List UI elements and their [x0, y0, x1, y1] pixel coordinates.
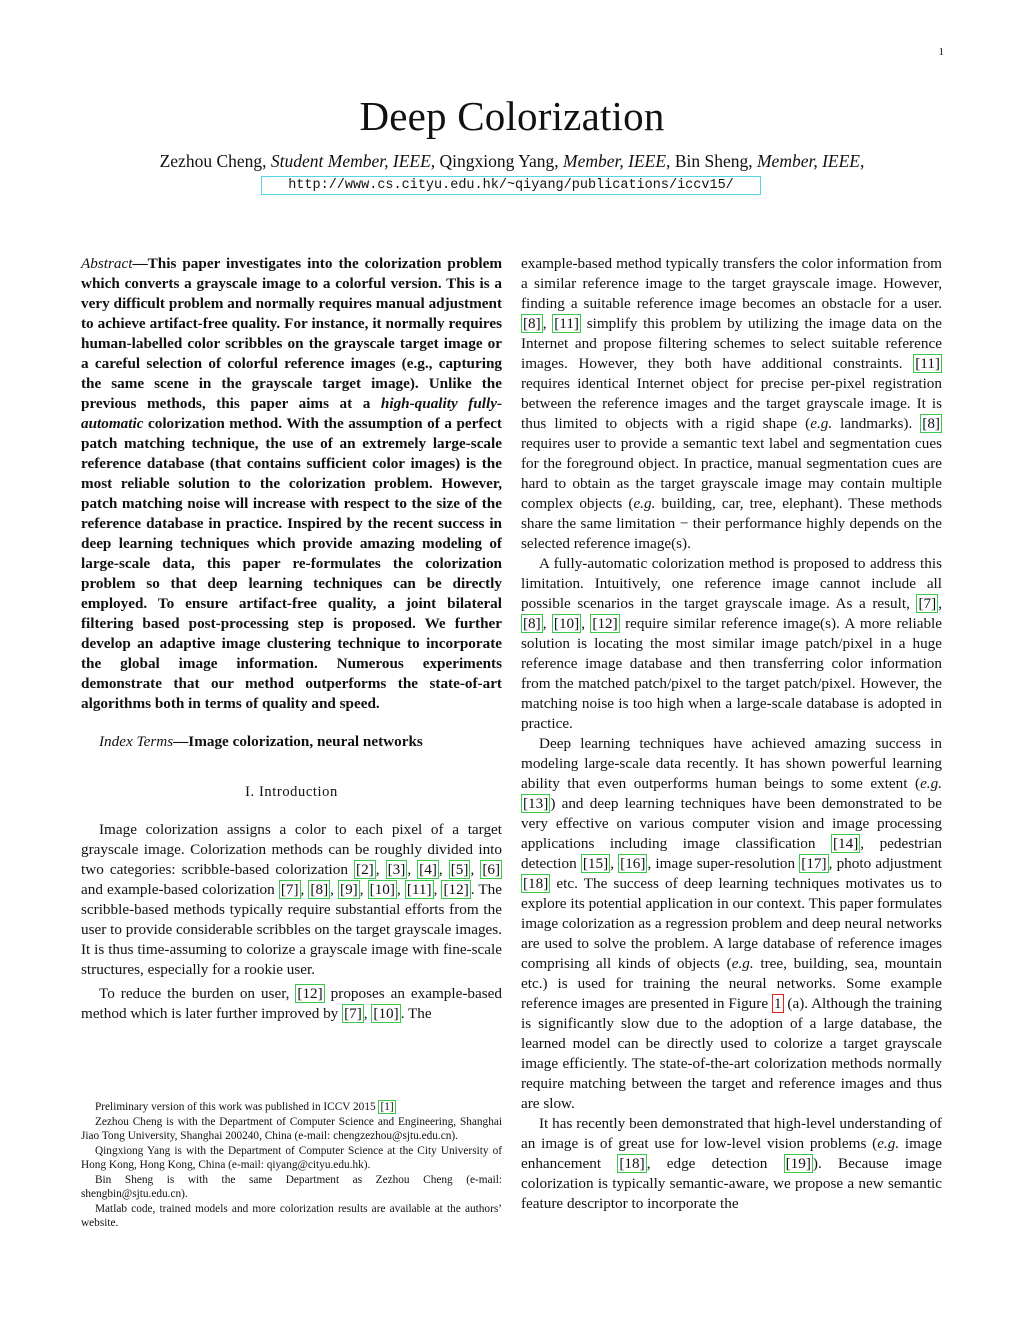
author-name: Zezhou Cheng, — [159, 151, 271, 171]
citation-link[interactable]: [19] — [785, 1155, 811, 1172]
citation-link[interactable]: [7] — [344, 1005, 362, 1022]
paper-title: Deep Colorization — [359, 93, 665, 139]
paragraph-text: , pedestrian detection — [521, 835, 942, 872]
page-number: 1 — [938, 46, 944, 58]
citation-link[interactable]: [3] — [387, 861, 406, 878]
paragraph-text: To reduce the burden on user, — [99, 985, 296, 1002]
citation-link[interactable]: [8] — [922, 415, 940, 432]
citation-link[interactable]: [8] — [523, 615, 541, 632]
figure-reference-link[interactable]: 1 — [773, 995, 782, 1012]
citation-link[interactable]: [13] — [523, 795, 549, 812]
paragraph-text: A fully-automatic colorization method is proposed to address this limitation. Intuitively, one reference image cannot include all possible scenarios in the target grayscale image. As a result, — [521, 555, 942, 612]
citation-link[interactable]: [8] — [310, 881, 329, 898]
footnote: Bin Sheng is with the same Department as Zezhou Cheng (e-mail: shengbin@sjtu.edu.cn). — [81, 1173, 502, 1200]
author-name: Qingxiong Yang, — [435, 151, 564, 171]
abstract-label: Abstract — [81, 255, 133, 272]
abbreviation: e.g. — [920, 775, 942, 792]
footnote-text: Preliminary version of this work was published in ICCV 2015 — [95, 1101, 379, 1113]
abstract-emphasis: high-quality fully-automatic — [81, 395, 503, 432]
citation-link[interactable]: [9] — [340, 881, 358, 898]
abbreviation: e.g. — [810, 415, 833, 432]
citation-link[interactable]: [11] — [554, 315, 579, 332]
author-role: Member, IEEE, — [563, 151, 671, 171]
paragraph-text: ). Because image colorization is typically semantic-aware, we propose a new semantic feature descriptor to incorporate the — [521, 1155, 942, 1212]
abbreviation: e.g. — [633, 495, 656, 512]
citation-link[interactable]: [6] — [482, 861, 501, 878]
abbreviation: e.g. — [731, 955, 754, 972]
author-role: Member, IEEE, — [756, 151, 865, 171]
author-role: Student Member, IEEE, — [270, 151, 436, 171]
citation-link[interactable]: [14] — [832, 835, 859, 852]
citation-link[interactable]: [12] — [443, 881, 469, 898]
index-terms — [81, 732, 502, 752]
abstract-text: —This paper investigates into the colorization problem which converts a grayscale image to a colorful version. This is a very difficult problem and normally requires manual adjustment to achieve artifact-free quality. For instance, it normally requires human-labelled color scribbles on the grayscale target image or a careful selection of colorful reference images (e.g., capturing the same scene in the grayscale target image). Unlike the previous methods, this paper aims at a — [81, 255, 502, 412]
paragraph-text: require similar reference image(s). A more reliable solution is locating the most similar image patch/pixel in a huge reference image database and then transferring color information from the matched patch/pixel to the target patch/pixel. However, the matching noise is too high when a large-scale database is adopted in practice. — [521, 615, 943, 732]
paragraph-text: simplify this problem by utilizing the image data on the Internet and propose filtering schemes to select suitable reference images. However, they both have additional constraints. — [521, 315, 942, 372]
citation-link[interactable]: [12] — [297, 985, 323, 1002]
paragraph-text: building, car, tree, elephant). These methods share the same limitation − their performance highly depends on the selected reference image(s). — [521, 495, 942, 552]
paragraph-text: ) and deep learning techniques have been demonstrated to be very effective on various computer vision and image processing applications including image classification — [521, 795, 942, 852]
paragraph-text: landmarks). — [832, 415, 921, 432]
abstract-text: colorization method. With the assumption of a perfect patch matching technique, the use of an extremely large-scale reference database (that contains sufficient color images) is the most reliable solution to the colorization problem. However, patch matching noise will increase with respect to the size of the reference database in practice. Inspired by the recent success in deep learning techniques which provide amazing modeling of large-scale data, this paper re-formulates the colorization problem so that deep learning techniques can be directly employed. To ensure artifact-free quality, a joint bilateral filtering based post-processing step is proposed. We further develop an adaptive image clustering technique to incorporate the global image information. Numerous experiments demonstrate that our method outperforms the state-of-art algorithms both in terms of quality and speed. — [81, 415, 502, 712]
index-terms-label: Index Terms — [99, 733, 174, 750]
index-terms-text: —Image colorization, neural networks — [173, 733, 423, 750]
section-heading: I. Introduction — [245, 784, 338, 800]
citation-link[interactable]: [18] — [523, 875, 549, 892]
paragraph-text: Image colorization assigns a color to each pixel of a target grayscale image. Colorization methods can be roughly divided into two categories: scribble-based colorization — [81, 821, 502, 878]
paragraph-text: etc. The success of deep learning techniques motivates us to explore its potential application in our context. This paper formulates image colorization as a regression problem and deep neural networks are used to solve the problem. A large database of reference images comprising all kinds of objects ( — [521, 875, 942, 972]
citation-link[interactable]: [7] — [918, 595, 937, 612]
footnote: Qingxiong Yang is with the Department of Computer Science at the City University of Hong Kong, Hong Kong, China (e-mail: qiyang@cityu.edu.hk). — [81, 1144, 502, 1171]
citation-link[interactable]: [11] — [406, 881, 432, 898]
paragraph-text: . The — [400, 1005, 432, 1022]
paragraph-text: example-based method typically transfers the color information from a similar reference image to the target grayscale image. However, finding a suitable reference image becomes an obstacle for a user. — [521, 255, 942, 312]
citation-link[interactable]: [18] — [619, 1155, 645, 1172]
citation-link[interactable]: [17] — [801, 855, 827, 872]
footnote — [81, 1100, 502, 1115]
citation-link[interactable]: [10] — [553, 615, 580, 632]
abstract — [81, 254, 502, 714]
citation-link[interactable]: [10] — [369, 881, 395, 898]
citation-link[interactable]: [5] — [450, 861, 469, 878]
citation-link[interactable]: [4] — [419, 861, 437, 878]
body-paragraph: Deep learning techniques have achieved amazing success in modeling large-scale data recently. It has shown powerful learning ability that even outperforms human beings to some extent (e.g. [13] ) and deep learning techniques have been demonstrated to be very effective on various computer vision and image processing applications including image classification [14] , pedestrian detection [15] , [16] , image super-resolution [17] , photo adjustment [18] etc. The success of deep learning techniques motivates us to explore its potential application in our context. This paper formulates image colorization as a regression problem and deep neural networks are used to solve the problem. A large database of reference images comprising all kinds of objects (e.g. tree, building, sea, mountain etc.) is used for training the neural networks. Some example reference images are presented in Figure 1 (a). Although the training is significantly slow due to the adoption of a large database, the learned model can be directly used to colorize a target grayscale image efficiently. The state-of-the-art colorization methods normally require matching between the target and reference images and thus are slow. — [521, 735, 943, 1112]
citation-link[interactable]: [12] — [592, 615, 618, 632]
paragraph-text: (a). Although the training is significantly slow due to the adoption of a large database, the learned model can be directly used to colorize a target grayscale image efficiently. The state-of-the-art colorization methods normally require matching between the target and reference images and thus are slow. — [521, 995, 943, 1112]
body-paragraph: A fully-automatic colorization method is proposed to address this limitation. Intuitively, one reference image cannot include all possible scenarios in the target grayscale image. As a result, [7] , [8] , [10] , [12] require similar reference image(s). A more reliable solution is locating the most similar image patch/pixel in a huge reference image database and then transferring color information from the matched patch/pixel to the target patch/pixel. However, the matching noise is too high when a large-scale database is adopted in practice. — [521, 555, 943, 732]
paragraph-text: requires identical Internet object for precise per-pixel registration between the reference images and the target grayscale image. It is thus limited to objects with a rigid shape ( — [521, 375, 942, 432]
paragraph-text: requires user to provide a semantic text label and segmentation cues for the foreground object. In practice, manual segmentation cues are hard to obtain as the target grayscale image may contain multiple complex objects ( — [521, 435, 942, 512]
left-column — [81, 254, 502, 1024]
citation-link[interactable]: [8] — [523, 315, 541, 332]
paragraph-text: , photo adjustment — [828, 855, 942, 872]
paragraph-text: image enhancement — [521, 1135, 942, 1172]
author-name: Bin Sheng, — [670, 151, 757, 171]
paragraph-text: , edge detection — [646, 1155, 784, 1172]
paragraph-text: It has recently been demonstrated that high-level understanding of an image is of great use for low-level vision problems ( — [521, 1115, 942, 1152]
citation-link[interactable]: [2] — [356, 861, 374, 878]
abbreviation: e.g. — [877, 1135, 900, 1152]
paragraph-text: . The scribble-based methods typically require substantial efforts from the user to provide considerable scribbles on the target grayscale images. It is thus time-assuming to colorize a grayscale image with fine-scale structures, especially for a rookie user. — [81, 881, 503, 978]
project-url-link[interactable]: http://www.cs.cityu.edu.hk/~qiyang/publications/iccv15/ — [261, 176, 761, 195]
citation-link[interactable]: [16] — [620, 855, 646, 872]
body-paragraph — [521, 1114, 942, 1214]
footnotes — [81, 1100, 502, 1231]
citation-link[interactable]: [7] — [280, 881, 299, 898]
citation-link[interactable]: [11] — [915, 355, 940, 372]
intro-paragraph: To reduce the burden on user, [12] proposes an example-based method which is later further improved by [7] , [10] . The — [81, 985, 502, 1022]
paragraph-text: , image super-resolution — [647, 855, 800, 872]
footnote: Zezhou Cheng is with the Department of Computer Science and Engineering, Shanghai Jiao Tong University, Shanghai 200240, China (e-mail: chengzezhou@sjtu.edu.cn). — [81, 1115, 502, 1142]
body-paragraph: example-based method typically transfers the color information from a similar reference image to the target grayscale image. However, finding a suitable reference image becomes an obstacle for a user. [8] , [11] simplify this problem by utilizing the image data on the Internet and propose filtering schemes to select suitable reference images. However, they both have additional constraints. [11] requires identical Internet object for precise per-pixel registration between the reference images and the target grayscale image. It is thus limited to objects with a rigid shape (e.g. landmarks). [8] requires user to provide a semantic text label and segmentation cues for the foreground object. In practice, manual segmentation cues are hard to obtain as the target grayscale image may contain multiple complex objects (e.g. building, car, tree, elephant). These methods share the same limitation − their performance highly depends on the selected reference image(s). — [521, 255, 942, 552]
paragraph-text: tree, building, sea, mountain etc.) is used for training the neural networks. Some example reference images are presented in Figure — [521, 955, 943, 1012]
citation-link[interactable]: [1] — [380, 1101, 394, 1113]
citation-link[interactable]: [15] — [582, 855, 609, 872]
footnote: Matlab code, trained models and more colorization results are available at the authors’ website. — [81, 1202, 502, 1229]
author-line — [0, 151, 1024, 172]
paragraph-text: and example-based colorization — [81, 881, 279, 898]
right-column — [521, 254, 942, 1214]
paragraph-text: Deep learning techniques have achieved amazing success in modeling large-scale data recently. It has shown powerful learning ability that even outperforms human beings to some extent ( — [521, 735, 942, 792]
paragraph-text: proposes an example-based method which is later further improved by — [81, 985, 502, 1022]
citation-link[interactable]: [10] — [373, 1005, 399, 1022]
intro-paragraph: Image colorization assigns a color to each pixel of a target grayscale image. Colorization methods can be roughly divided into two categories: scribble-based colorization [2] , [3] , [4] , [5] , [6] and example-based colorization [7] , [8] , [9] , [10] , [11] , [12] . The scribble-based methods typically require substantial efforts from the user to provide considerable scribbles on the target grayscale images. It is thus time-assuming to colorize a grayscale image with fine-scale structures, especially for a rookie user. — [81, 821, 503, 978]
